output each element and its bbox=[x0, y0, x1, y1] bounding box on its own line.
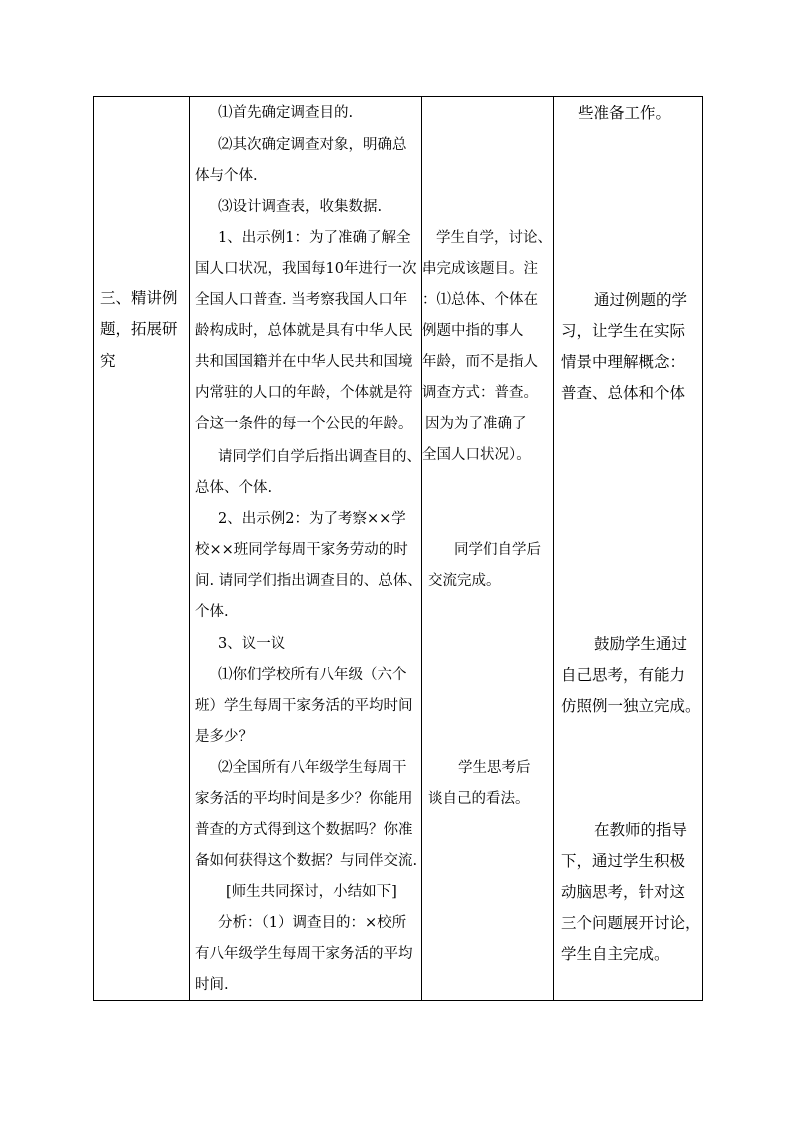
content-line: 班）学生每周干家务活的平均时间 bbox=[195, 698, 413, 714]
content-line: ⑶设计调查表，收集数据. bbox=[218, 199, 383, 215]
content-line: 共和国国籍并在中华人民共和国境 bbox=[195, 354, 413, 370]
content-line: 体与个体. bbox=[195, 168, 258, 184]
content-line: 2、出示例2：为了考察××学 bbox=[218, 511, 406, 527]
intent-line: 下，通过学生积极 bbox=[561, 852, 686, 870]
content-line: 间. 请同学们指出调查目的、总体、 bbox=[195, 573, 422, 589]
student-line: 学生思考后 bbox=[458, 760, 531, 776]
intent-line: 仿照例一独立完成。 bbox=[561, 697, 701, 715]
content-line: 备如何获得这个数据？与同伴交流. bbox=[195, 853, 418, 869]
intent-line: 自己思考，有能力 bbox=[561, 666, 686, 684]
student-line: 学生自学，讨论、 bbox=[436, 230, 552, 246]
design-intent-cell bbox=[554, 97, 703, 1001]
intent-line: 学生自主完成。 bbox=[561, 945, 670, 963]
student-line: 谈自己的看法。 bbox=[428, 791, 530, 807]
section-line: 究 bbox=[100, 352, 116, 370]
content-line: 国人口状况，我国每10年进行一次 bbox=[195, 261, 417, 277]
content-line: 时间. bbox=[195, 977, 229, 993]
student-activity-cell bbox=[422, 97, 554, 1001]
content-line: 1、出示例1：为了准确了解全 bbox=[218, 230, 411, 246]
intent-line: 些准备工作。 bbox=[578, 104, 672, 122]
content-line: 合这一条件的每一个公民的年龄。 bbox=[195, 416, 413, 432]
intent-line: 三个问题展开讨论， bbox=[561, 914, 701, 932]
content-line: 是多少？ bbox=[195, 729, 253, 745]
student-line: 全国人口状况）。 bbox=[422, 447, 531, 463]
content-line: 全国人口普查. 当考察我国人口年 bbox=[195, 292, 408, 308]
table-row bbox=[94, 97, 703, 1001]
content-line: 3、议一议 bbox=[218, 636, 286, 652]
content-line: 请同学们自学后指出调查目的、 bbox=[218, 449, 421, 465]
content-line: 普查的方式得到这个数据吗？你准 bbox=[195, 822, 413, 838]
intent-line: 动脑思考，针对这 bbox=[561, 883, 686, 901]
intent-line: 鼓励学生通过 bbox=[594, 635, 688, 653]
content-line: 家务活的平均时间是多少？你能用 bbox=[195, 791, 413, 807]
content-line: 校××班同学每周干家务劳动的时 bbox=[195, 542, 408, 558]
student-line: 调查方式：普查。 bbox=[422, 385, 538, 401]
content-line: 个体. bbox=[195, 604, 229, 620]
intent-line: 习，让学生在实际 bbox=[561, 322, 686, 340]
student-line: ：⑴总体、个体在 bbox=[422, 292, 538, 308]
intent-line: 普查、总体和个体 bbox=[561, 384, 686, 402]
section-line: 三、精讲例 bbox=[100, 289, 178, 307]
content-line: ⑵其次确定调查对象，明确总 bbox=[218, 137, 407, 153]
content-line: ⑴你们学校所有八年级（六个 bbox=[218, 667, 407, 683]
content-line: 分析：（1）调查目的：×校所 bbox=[218, 915, 407, 931]
content-line: 内常驻的人口的年龄，个体就是符 bbox=[195, 385, 413, 401]
section-line: 题，拓展研 bbox=[100, 320, 178, 338]
content-line: ⑴首先确定调查目的. bbox=[218, 105, 354, 121]
content-line: 总体、个体. bbox=[195, 480, 273, 496]
student-line: 年龄，而不是指人 bbox=[422, 354, 538, 370]
student-line: 例题中指的事人 bbox=[422, 323, 524, 339]
lesson-plan-table bbox=[93, 96, 703, 1001]
student-line: 串完成该题目。注 bbox=[422, 261, 538, 277]
student-line: 因为为了准确了 bbox=[425, 416, 527, 432]
content-line: [师生共同探讨，小结如下] bbox=[226, 884, 397, 900]
content-line: ⑵全国所有八年级学生每周干 bbox=[218, 760, 407, 776]
intent-line: 通过例题的学 bbox=[594, 291, 688, 309]
intent-line: 情景中理解概念： bbox=[561, 353, 686, 371]
intent-line: 在教师的指导 bbox=[594, 821, 688, 839]
student-line: 同学们自学后 bbox=[454, 542, 541, 558]
content-line: 有八年级学生每周干家务活的平均 bbox=[195, 946, 413, 962]
section-cell bbox=[94, 97, 190, 1001]
student-line: 交流完成。 bbox=[428, 573, 501, 589]
content-line: 龄构成时，总体就是具有中华人民 bbox=[195, 323, 413, 339]
content-cell bbox=[190, 97, 422, 1001]
